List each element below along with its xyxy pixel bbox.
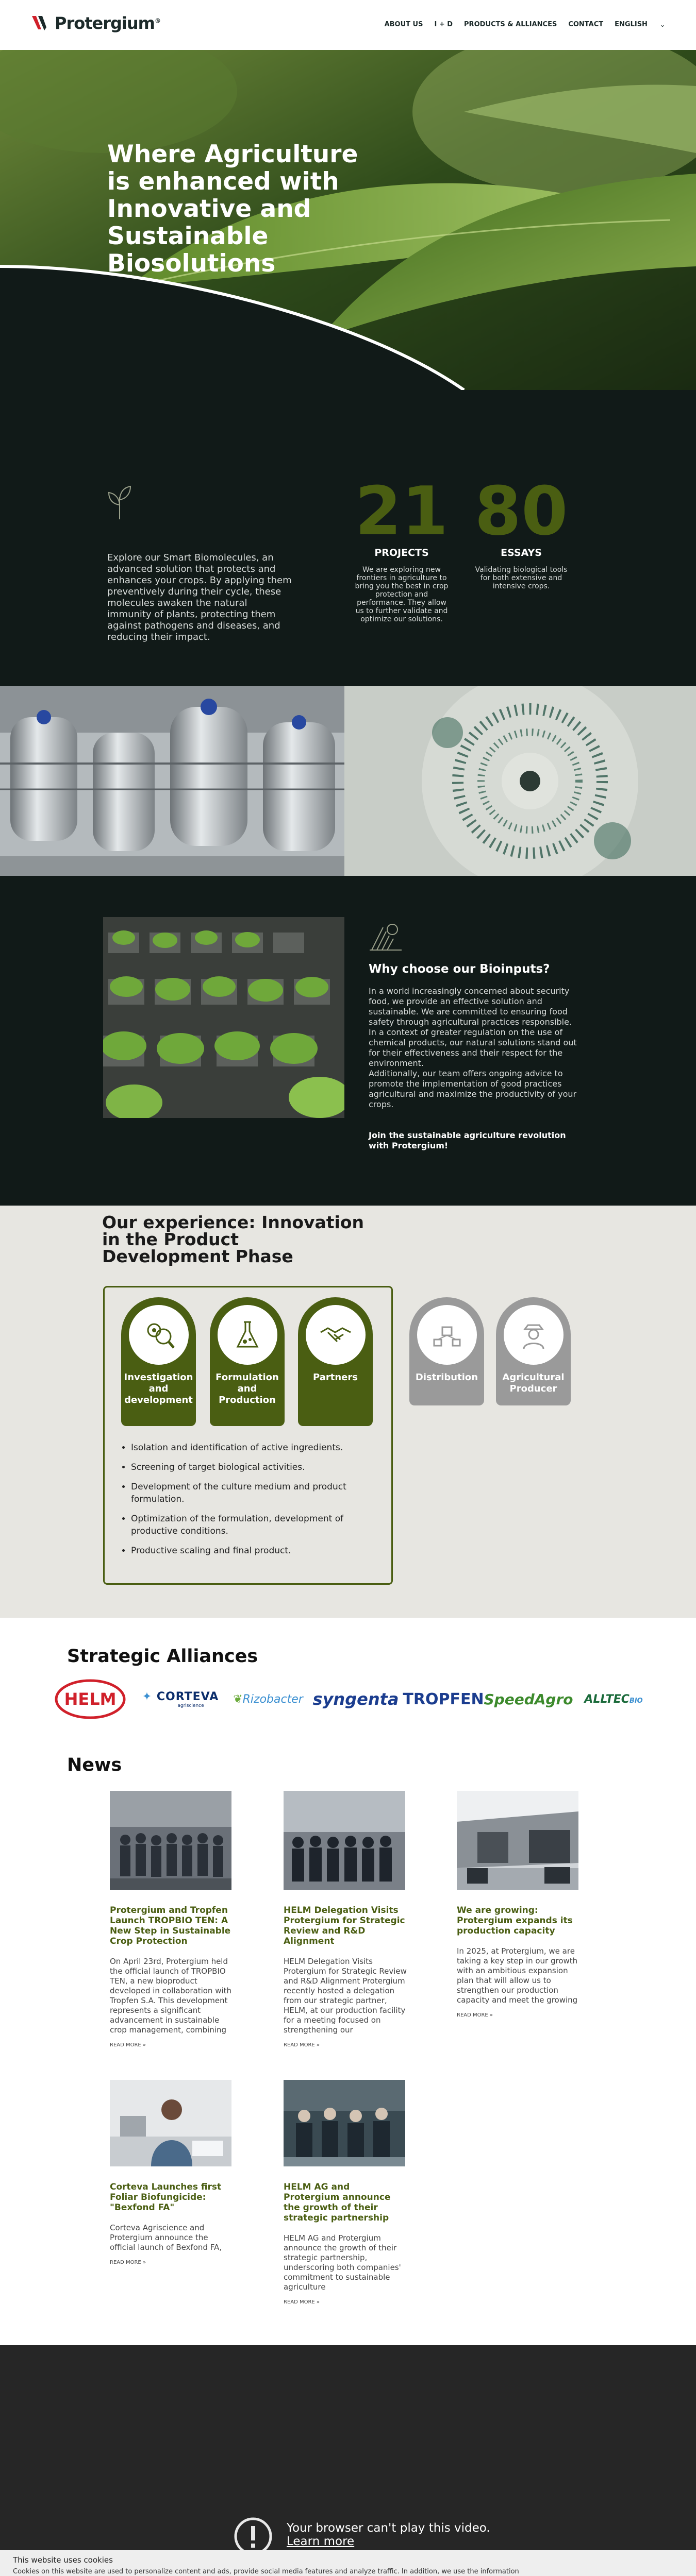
stat-projects-number: 21: [355, 472, 449, 550]
logo-corteva-text: CORTEVA: [156, 1690, 219, 1703]
logo-rizobacter-text: Rizobacter: [242, 1692, 303, 1706]
logo-speedagro-text: SpeedAgro: [484, 1690, 573, 1708]
news-excerpt: In 2025, at Protergium, we are taking a key step in our growth with an ambitious expansion plan that will allow us to strengthen our production capacity and meet the growing: [457, 1946, 578, 2005]
nav-i-d[interactable]: I + D: [434, 21, 453, 28]
news-title-link[interactable]: We are growing: Protergium expands its production capacity: [457, 1905, 573, 1936]
pill-producer-label: Agricultural Producer: [502, 1372, 565, 1394]
pill-formulation: [210, 1297, 285, 1426]
news-card: [110, 1791, 234, 2048]
logo-helm[interactable]: [54, 1676, 126, 1722]
read-more-link[interactable]: READ MORE »: [110, 2042, 146, 2048]
news-excerpt: Corteva Agriscience and Protergium announce the official launch of Bexfond FA,: [110, 2223, 222, 2252]
list-item: • Screening of target biological activities.: [131, 1461, 362, 1473]
pill-investigation: [121, 1297, 196, 1426]
news-title-link[interactable]: HELM Delegation Visits Protergium for Strategic Review and R&D Alignment: [284, 1905, 405, 1946]
read-more-link[interactable]: READ MORE »: [284, 2299, 320, 2305]
video-error-text: Your browser can't play this video.: [287, 2521, 490, 2535]
list-item: • Productive scaling and final product.: [131, 1545, 362, 1557]
protergium-logo[interactable]: [31, 13, 160, 33]
protergium-logo-mark-icon: [31, 14, 52, 32]
read-more-link[interactable]: READ MORE »: [284, 2042, 320, 2048]
pill-distribution: [409, 1297, 484, 1405]
stat-essays-desc: Validating biological tools for both extensive and intensive crops.: [475, 566, 568, 590]
news-card: [457, 1791, 581, 2018]
news-image[interactable]: [110, 1791, 231, 1890]
news-card: [110, 2080, 234, 2265]
logo-corteva-sub: agriscience: [177, 1703, 204, 1708]
logo-alltec[interactable]: [575, 1676, 652, 1722]
news-excerpt: HELM Delegation Visits Protergium for Strategic Review and R&D Alignment Protergium recently hosted a delegation from our strategic partner, HELM, at our production facility for a meeting focused on strengthening our: [284, 1957, 407, 2035]
news-card: [284, 2080, 407, 2305]
experience-title: Our experience: Innovation in the Product Development Phase: [102, 1212, 364, 1266]
logo-alltec-sub: BIO: [629, 1697, 643, 1705]
seedlings-tray-image: [103, 917, 344, 1118]
flask-icon: [218, 1305, 277, 1365]
video-player: [0, 2345, 696, 2576]
news-image[interactable]: [110, 2080, 231, 2166]
bioreactor-lab-image: [0, 686, 344, 876]
experience-section: [0, 1206, 696, 1618]
logo-rizobacter[interactable]: ❦Rizobacter: [233, 1692, 303, 1706]
list-item: • Optimization of the formulation, development of productive conditions.: [131, 1513, 362, 1537]
news-excerpt: On April 23rd, Protergium held the official launch of TROPBIO TEN, a new bioproduct developed in collaboration with Tropfen S.A. This development represents a significant advancement in sustainable crop management, combining: [110, 1957, 232, 2035]
cookie-banner: [0, 2550, 696, 2576]
pill-partners: [298, 1297, 373, 1426]
pill-formulation-label: Formulation and Production: [216, 1372, 279, 1405]
logo-helm-text: HELM: [64, 1689, 117, 1709]
pill-producer: [496, 1297, 571, 1405]
why-text: In a world increasingly concerned about security food, we provide an effective solution and sustainable. We are committed to ensuring food safety through agricultural practices responsible. In a context of greater regulation on the use of chemical products, our natural solutions stand out for their effectiveness and their respect for the environment. Additionally, our team offers ongoing advice to promote the implementation of good practices agricultural and maximize the productivity of your crops.: [369, 986, 577, 1109]
alliances-logos: [54, 1676, 647, 1722]
read-more-link[interactable]: READ MORE »: [110, 2260, 146, 2265]
alliances-title: Strategic Alliances: [67, 1646, 258, 1667]
handshake-icon: [306, 1305, 366, 1365]
image-strip: [0, 686, 696, 876]
news-card: [284, 1791, 407, 2048]
logo-tropfen[interactable]: [405, 1676, 482, 1722]
main-nav: [385, 21, 665, 28]
language-label: ENGLISH: [615, 21, 648, 28]
nav-contact[interactable]: CONTACT: [568, 21, 604, 28]
chevron-down-icon: ⌄: [659, 21, 665, 28]
logo-syngenta-text: syngenta: [312, 1689, 399, 1709]
news-title-link[interactable]: Protergium and Tropfen Launch TROPBIO TEN: A New Step in Sustainable Crop Protection: [110, 1905, 231, 1946]
intro-text: Explore our Smart Biomolecules, an advanced solution that protects and enhances your crops. By applying them preventively during their cycle, these molecules awaken the natural immunity of plants, protecting them against pathogens and diseases, and reducing their impact.: [107, 552, 292, 642]
news-image[interactable]: [284, 2080, 405, 2166]
language-selector[interactable]: [615, 21, 665, 28]
petri-dish-image: [344, 686, 696, 876]
nav-about-us[interactable]: ABOUT US: [384, 21, 423, 28]
stat-essays: [472, 472, 570, 590]
stat-projects: [353, 472, 451, 623]
list-item: • Isolation and identification of active ingredients.: [131, 1442, 362, 1454]
logo-alltec-text: ALLTEC: [584, 1692, 629, 1706]
news-excerpt: HELM AG and Protergium announce the growth of their strategic partnership, underscoring both companies' commitment to sustainable agriculture: [284, 2233, 401, 2292]
news-title: News: [67, 1755, 122, 1775]
boxes-network-icon: [417, 1305, 477, 1365]
logo-corteva[interactable]: ✦ CORTEVA agriscience: [142, 1690, 219, 1708]
stat-essays-number: 80: [474, 472, 568, 550]
farmer-icon: [504, 1305, 564, 1365]
gears-magnifier-icon: [129, 1305, 189, 1365]
list-item: • Development of the culture medium and product formulation.: [131, 1481, 362, 1505]
nav-products-alliances[interactable]: PRODUCTS & ALLIANCES: [464, 21, 557, 28]
read-more-link[interactable]: READ MORE »: [457, 2012, 493, 2018]
logo-tropfen-text: TROPFEN: [403, 1690, 484, 1708]
why-choose-section: [0, 876, 696, 1206]
news-image[interactable]: [284, 1791, 405, 1890]
cookie-title: This website uses cookies: [13, 2555, 113, 2565]
cookie-text: Cookies on this website are used to personalize content and ads, provide social media features and analyze traffic. In addition, we use the information: [13, 2568, 519, 2575]
news-title-link[interactable]: Corteva Launches first Foliar Biofungicide: "Bexfond FA": [110, 2182, 222, 2213]
learn-more-link[interactable]: Learn more: [287, 2535, 355, 2548]
why-cta: Join the sustainable agriculture revolution with Protergium!: [369, 1130, 566, 1150]
news-image[interactable]: [457, 1791, 578, 1890]
logo-speedagro[interactable]: [484, 1676, 573, 1722]
pill-distribution-label: Distribution: [415, 1372, 478, 1383]
experience-list: [120, 1442, 362, 1564]
intro-section: [0, 390, 696, 686]
field-sun-icon: [368, 918, 404, 954]
news-title-link[interactable]: HELM AG and Protergium announce the growth of their strategic partnership: [284, 2182, 391, 2223]
video-error-message: [287, 2521, 490, 2548]
stat-essays-label: ESSAYS: [501, 547, 542, 558]
site-header: [0, 0, 696, 50]
pill-investigation-label: Investigation and development: [124, 1372, 193, 1405]
logo-syngenta[interactable]: [314, 1676, 397, 1722]
pill-partners-label: Partners: [313, 1372, 358, 1383]
why-title: Why choose our Bioinputs?: [369, 962, 550, 976]
stat-projects-desc: We are exploring new frontiers in agriculture to bring you the best in crop protection and performance. They allow us to further validate and optimize our solutions.: [355, 566, 449, 623]
logo-text: Protergium®: [55, 13, 160, 33]
stat-projects-label: PROJECTS: [374, 547, 429, 558]
hero-title: Where Agriculture is enhanced with Innovative and Sustainable Biosolutions: [107, 140, 358, 278]
hero-section: [0, 50, 696, 390]
plant-sprout-icon: [107, 484, 132, 520]
